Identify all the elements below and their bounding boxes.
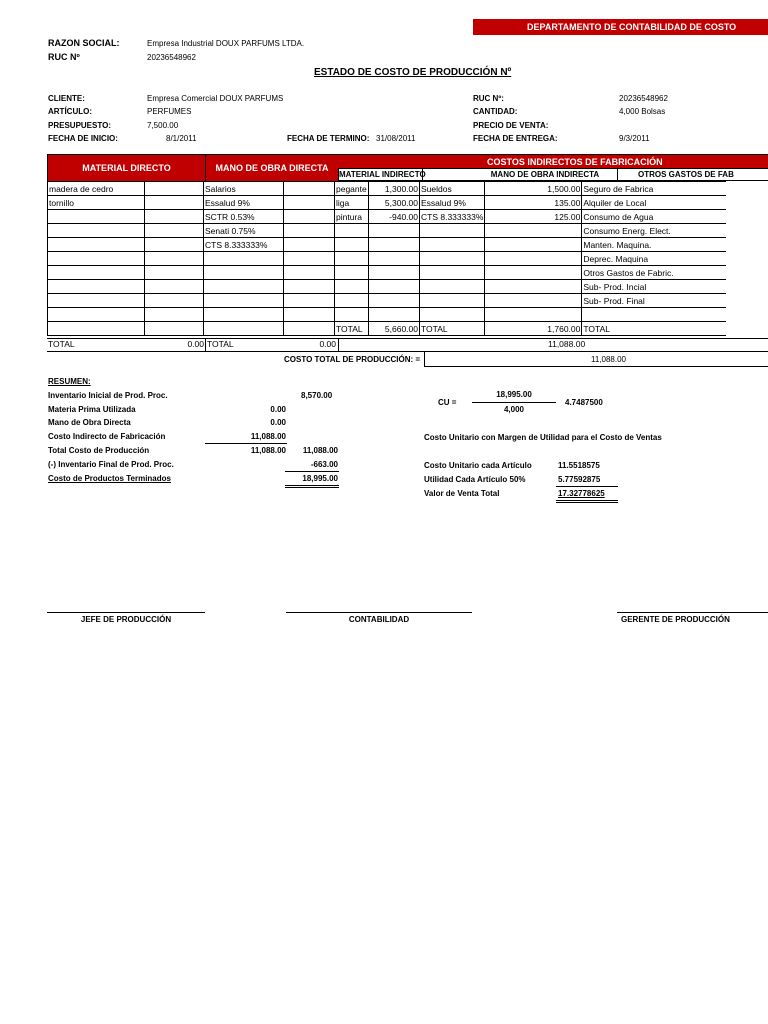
utilidad-value: 5.77592875 [558,475,601,484]
table-cell [369,280,420,294]
table-row [48,196,726,210]
table-cell [145,196,204,210]
total-mod-label: TOTAL [207,339,234,349]
table-cell: Consumo Energ. Elect. [582,224,726,238]
fecha-termino-label: FECHA DE TERMINO: [287,134,370,143]
cantidad-value: 4,000 Bolsas [619,107,666,116]
table-cell [145,182,204,196]
ruc-value: 20236548962 [147,53,196,62]
table-cell: TOTAL [420,322,485,336]
cu-articulo-label: Costo Unitario cada Artículo [424,461,532,470]
table-cell [485,266,582,280]
resumen-total-value-a: 11,088.00 [250,446,286,455]
table-cell [284,196,335,210]
table-cell: 1,300.00 [369,182,420,196]
table-cell [48,294,145,308]
table-cell: Deprec. Maquina [582,252,726,266]
table-cell: Sub- Prod. Final [582,294,726,308]
razon-social-value: Empresa Industrial DOUX PARFUMS LTDA. [147,39,305,48]
table-cell [369,266,420,280]
table-cell [335,224,369,238]
total-md-label: TOTAL [48,339,75,349]
table-cell: Seguro de Fabrica [582,182,726,196]
table-cell [335,252,369,266]
header-cif [338,154,768,168]
table-cell [145,308,204,322]
margin-title: Costo Unitario con Margen de Utilidad para el Costo de Ventas [424,433,662,442]
cliente-ruc-label: RUC Nº: [473,94,504,103]
resumen-total-value-b: 11,088.00 [302,446,338,455]
header-mano-obra-indirecta [422,168,618,181]
table-row [48,266,726,280]
table-cell [284,252,335,266]
table-row [48,182,726,196]
table-cell [335,280,369,294]
header-material-directo-label: MATERIAL DIRECTO [82,163,171,173]
header-otros-gastos-label: OTROS GASTOS DE FAB [638,170,734,179]
table-cell: pintura [335,210,369,224]
table-cell [369,252,420,266]
table-cell: Essalud 9% [420,196,485,210]
cu-result: 4.7487500 [565,398,603,407]
table-cell [369,224,420,238]
resumen-title: RESUMEN: [48,377,91,386]
table-cell [420,294,485,308]
table-cell [145,210,204,224]
table-cell: Alquiler de Local [582,196,726,210]
table-cell [204,252,284,266]
table-cell [48,252,145,266]
table-cell [145,252,204,266]
table-cell [284,308,335,322]
table-cell [485,280,582,294]
total-md-value: 0.00 [187,339,204,349]
table-cell: -940.00 [369,210,420,224]
table-cell [48,280,145,294]
resumen-inv-inicial-value: 8,570.00 [301,391,333,400]
table-row [48,308,726,322]
table-cell [485,238,582,252]
table-cell: 1,500.00 [485,182,582,196]
table-cell: TOTAL [582,322,726,336]
table-cell: Consumo de Agua [582,210,726,224]
table-cell [369,308,420,322]
table-cell [485,224,582,238]
signature-gerente-produccion: GERENTE DE PRODUCCIÓN [621,615,730,624]
table-cell [284,238,335,252]
signature-contabilidad: CONTABILIDAD [348,615,410,624]
table-cell: SCTR 0.53% [204,210,284,224]
header-material-indirecto [338,168,426,181]
table-cell [369,238,420,252]
table-cell [420,252,485,266]
signature-jefe-produccion: JEFE DE PRODUCCIÓN [80,615,172,624]
cliente-label: CLIENTE: [48,94,85,103]
table-cell [284,224,335,238]
resumen-total-label: Total Costo de Producción [48,446,150,455]
table-cell [284,266,335,280]
total-cif-value: 11,088.00 [548,339,586,349]
cu-label: CU = [438,398,457,407]
table-cell [369,294,420,308]
table-cell [284,280,335,294]
table-row [48,252,726,266]
table-cell: pegante [336,183,367,194]
table-cell: 5,300.00 [369,196,420,210]
table-cell: Sub- Prod. Incial [582,280,726,294]
table-cell [48,308,145,322]
table-cell [48,210,145,224]
resumen-prod-terminados-label: Costo de Productos Terminados [48,474,171,483]
resumen-mod-label: Mano de Obra Directa [48,418,131,427]
table-cell: TOTAL [335,322,369,336]
resumen-cif-label: Costo Indirecto de Fabricación [48,432,166,441]
department-banner [473,19,768,35]
articulo-label: ARTÍCULO: [48,107,92,116]
table-row [48,210,726,224]
cliente-value: Empresa Comercial DOUX PARFUMS [147,94,284,103]
table-cell [420,308,485,322]
table-cell [145,322,204,336]
table-cell [284,182,335,196]
table-cell [335,294,369,308]
table-cell: madera de cedro [48,182,145,196]
table-cell: CTS 8.333333% [421,211,484,222]
table-cell [204,294,284,308]
table-cell [335,266,369,280]
header-mano-obra-indirecta-label: MANO DE OBRA INDIRECTA [490,170,600,179]
ruc-label: RUC Nº [48,52,80,62]
table-cell [48,266,145,280]
razon-social-label: RAZON SOCIAL: [48,38,120,48]
table-cell: liga [335,196,369,210]
table-cell [204,322,284,336]
table-cell [204,280,284,294]
fecha-entrega-label: FECHA DE ENTREGA: [473,134,558,143]
table-row [48,294,726,308]
cu-denominator: 4,000 [503,405,525,414]
fecha-inicio-label: FECHA DE INICIO: [48,134,118,143]
table-cell [485,294,582,308]
table-cell [284,210,335,224]
cliente-ruc-value: 20236548962 [619,94,668,103]
table-cell [485,308,582,322]
header-cif-label: COSTOS INDIRECTOS DE FABRICACIÓN [487,156,663,167]
resumen-mp-label: Materia Prima Utilizada [48,405,136,414]
table-cell: tornillo [48,196,145,210]
table-cell: Manten. Maquina. [582,238,726,252]
table-cell [582,308,726,322]
fecha-inicio-value: 8/1/2011 [166,134,197,143]
header-material-directo [47,154,206,182]
presupuesto-label: PRESUPUESTO: [48,121,111,130]
total-mod-value: 0.00 [319,339,336,349]
table-cell [284,322,335,336]
table-cell: 1,760.00 [485,322,582,336]
table-cell [335,308,369,322]
table-cell: Senati 0.75% [204,224,284,238]
table-cell: Salarios [204,182,284,196]
cantidad-label: CANTIDAD: [473,107,518,116]
page-title: ESTADO DE COSTO DE PRODUCCIÓN Nº [314,67,512,78]
table-cell [420,266,485,280]
table-cell [204,308,284,322]
table-cell: 5,660.00 [369,322,420,336]
table-cell [48,238,145,252]
cost-table [47,181,726,336]
precio-venta-label: PRECIO DE VENTA: [473,121,549,130]
table-row [48,322,726,336]
header-material-indirecto-label: MATERIAL INDIRECTO [339,170,426,179]
department-title: DEPARTAMENTO DE CONTABILIDAD DE COSTO [527,22,737,32]
table-cell [485,252,582,266]
header-otros-gastos [617,168,768,181]
cu-articulo-value: 11.5518575 [558,461,600,470]
fecha-entrega-value: 9/3/2011 [619,134,650,143]
valor-venta-label: Valor de Venta Total [424,489,500,498]
table-cell [145,294,204,308]
table-row [48,224,726,238]
resumen-cif-value: 11,088.00 [250,432,286,441]
table-cell: Sueldos [420,182,485,196]
table-cell [284,294,335,308]
cu-numerator: 18,995.00 [496,390,532,399]
articulo-value: PERFUMES [147,107,192,116]
table-cell: 135.00 [485,196,582,210]
utilidad-label: Utilidad Cada Artículo 50% [424,475,526,484]
table-row [48,280,726,294]
resumen-inv-final-label: (-) Inventario Final de Prod. Proc. [48,460,174,469]
table-cell [48,322,145,336]
header-mano-obra-directa-label: MANO DE OBRA DIRECTA [215,163,329,173]
table-cell [48,224,145,238]
resumen-mod-value: 0.00 [270,418,286,427]
costo-total-value: 11,088.00 [591,355,626,364]
table-row [48,238,726,252]
resumen-inv-inicial-label: Inventario Inicial de Prod. Proc. [48,391,168,400]
resumen-prod-terminados-value: 18,995.00 [302,474,338,483]
resumen-mp-value: 0.00 [270,405,286,414]
table-cell: CTS 8.333333% [204,238,284,252]
table-cell [420,280,485,294]
valor-venta-value: 17.32778625 [558,489,605,498]
header-mano-obra-directa [205,154,339,182]
presupuesto-value: 7,500.00 [147,121,179,130]
costo-total-label: COSTO TOTAL DE PRODUCCIÓN: = [284,355,421,364]
table-cell: Otros Gastos de Fabric. [582,266,726,280]
table-cell [420,224,485,238]
table-cell [335,238,369,252]
table-cell: 125.00 [485,210,582,224]
table-cell: Essalud 9% [204,196,284,210]
table-cell [145,280,204,294]
table-cell [145,224,204,238]
table-cell [204,266,284,280]
table-cell [145,238,204,252]
fecha-termino-value: 31/08/2011 [376,134,416,143]
table-cell [420,238,485,252]
table-cell [145,266,204,280]
resumen-inv-final-value: -663.00 [310,460,338,469]
